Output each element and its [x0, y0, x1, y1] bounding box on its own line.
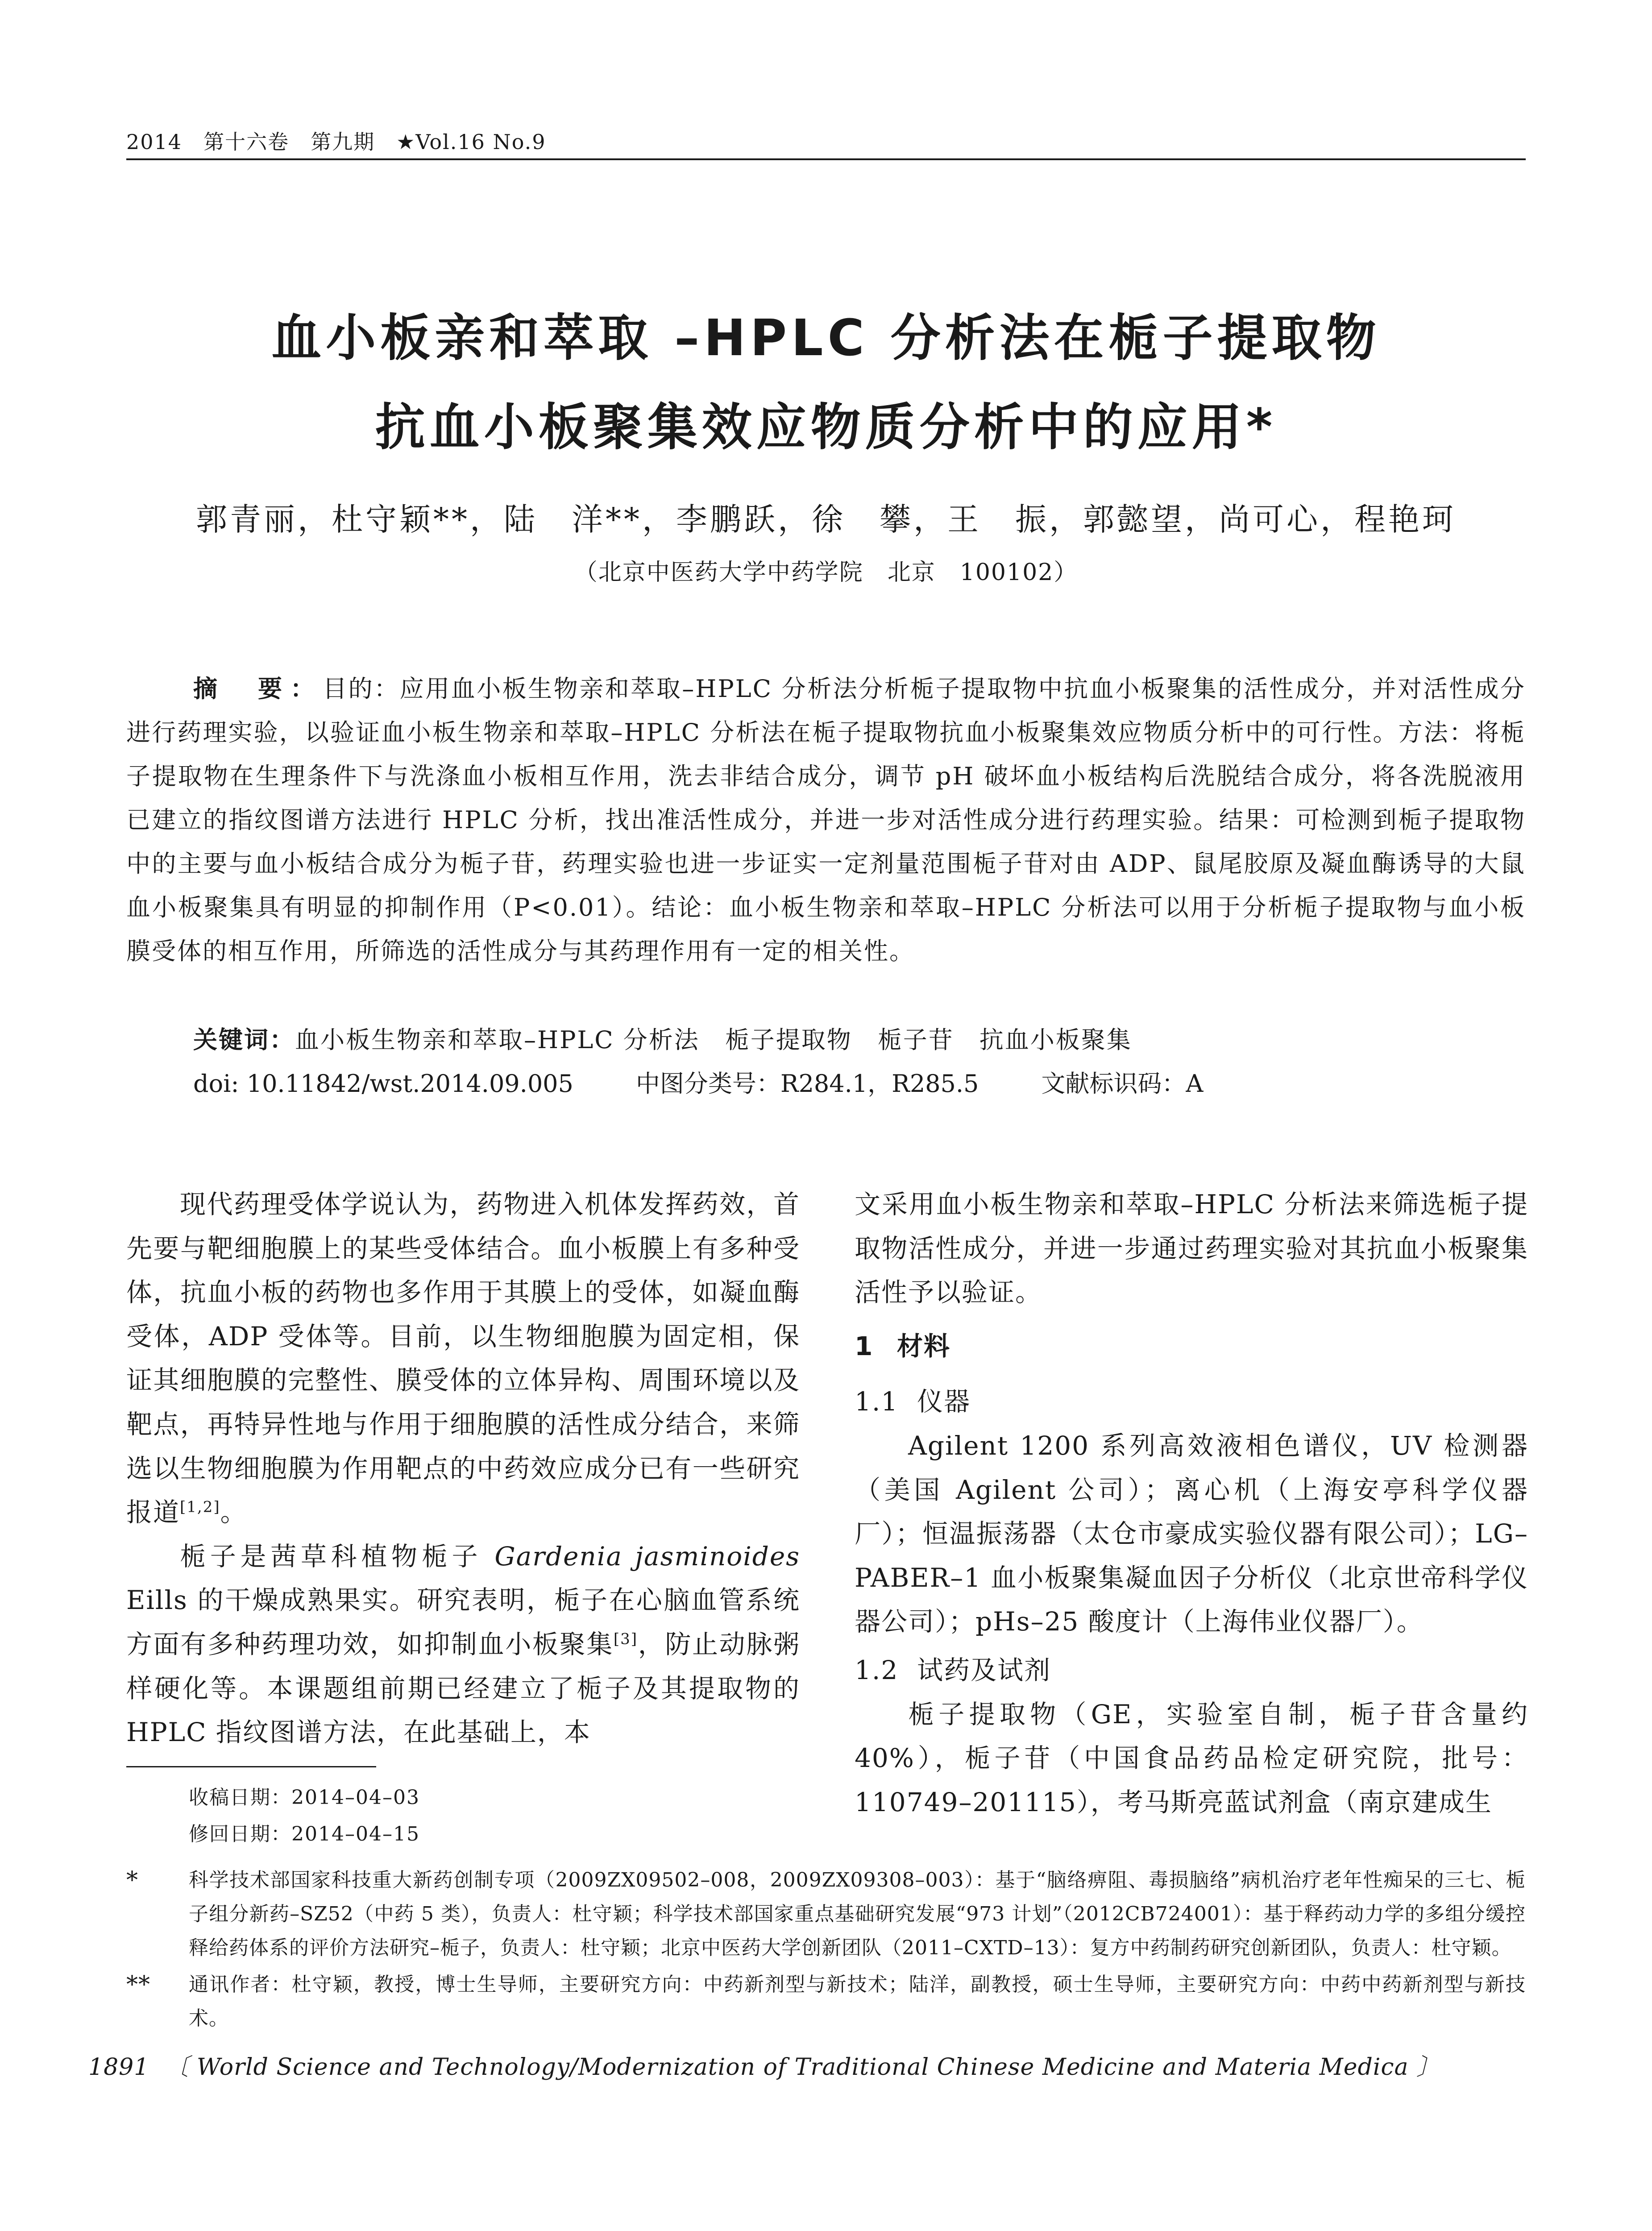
header-rule [126, 158, 1526, 160]
keywords-label: 关键词： [193, 1026, 295, 1054]
received-date: 收稿日期：2014–04–03 [189, 1786, 420, 1809]
body-right-column [855, 1182, 1528, 1824]
running-head-year: 2014 [126, 130, 183, 154]
paragraph-gardenia: 栀子是茜草科植物栀子 Gardenia jasminoides Eills 的干燥成熟果实。研究表明，栀子在心脑血管系统方面有多种药理功效，如抑制血小板聚集[3]，防止动脉粥样硬化等。本课题组前期已经建立了栀子及其提取物的 HPLC 指纹图谱方法，在此基础上，本 [126, 1541, 800, 1748]
species-name: Gardenia jasminoides [494, 1541, 800, 1572]
doi-line [193, 1065, 1266, 1099]
page-footer [88, 2048, 1440, 2082]
running-head-issue: 第九期 [311, 130, 375, 154]
funding-note [126, 1863, 1526, 1965]
document-code: 文献标识码：A [1041, 1070, 1204, 1098]
keywords [193, 1021, 1132, 1055]
paragraph-receptor-theory: 现代药理受体学说认为，药物进入机体发挥药效，首先要与靶细胞膜上的某些受体结合。血小板膜上有多种受体，抗血小板的药物也多作用于其膜上的受体，如凝血酶受体，ADP 受体等。目前，以生物细胞膜为固定相，保证其细胞膜的完整性、膜受体的立体异构、周围环境以及靶点，再特异性地与作用于细胞膜的活性成分结合，来筛选以生物细胞膜为作用靶点的中药效应成分已有一些研究报道[1,2]。 [126, 1189, 800, 1528]
abstract-label: 摘 要： [193, 675, 323, 703]
article-dates [189, 1779, 420, 1853]
funding-note-mark: * [126, 1867, 138, 1894]
correspondence-note-mark: ** [126, 1971, 150, 1998]
running-head-volume: 第十六卷 [203, 130, 290, 154]
citation-3: [3] [613, 1630, 638, 1648]
abstract [126, 667, 1526, 973]
page-number: 1891 [88, 2054, 149, 2081]
title-line-2: 抗血小板聚集效应物质分析中的应用* [375, 398, 1277, 456]
abstract-text: 目的：应用血小板生物亲和萃取–HPLC 分析法分析栀子提取物中抗血小板聚集的活性成分，并对活性成分进行药理实验，以验证血小板生物亲和萃取–HPLC 分析法在栀子提取物抗血小板聚集效应物质分析中的可行性。方法：将栀子提取物在生理条件下与洗涤血小板相互作用，洗去非结合成分，调节 pH 破坏血小板结构后洗脱结合成分，将各洗脱液用已建立的指纹图谱方法进行 HPLC 分析，找出准活性成分，并进一步对活性成分进行药理实验。结果：可检测到栀子提取物中的主要与血小板结合成分为栀子苷，药理实验也进一步证实一定剂量范围栀子苷对由 ADP、鼠尾胶原及凝血酶诱导的大鼠血小板聚集具有明显的抑制作用（P<0.01）。结论：血小板生物亲和萃取–HPLC 分析法可以用于分析栀子提取物与血小板膜受体的相互作用，所筛选的活性成分与其药理作用有一定的相关性。 [126, 675, 1526, 965]
citation-1-2: [1,2] [180, 1498, 220, 1516]
footnote-rule [126, 1766, 376, 1767]
affiliation: （北京中医药大学中药学院 北京 100102） [574, 559, 1078, 586]
keywords-text: 血小板生物亲和萃取–HPLC 分析法 栀子提取物 栀子苷 抗血小板聚集 [295, 1026, 1132, 1054]
correspondence-note [126, 1968, 1526, 2036]
doi: doi: 10.11842/wst.2014.09.005 [193, 1070, 573, 1098]
funding-note-text: 科学技术部国家科技重大新药创制专项（2009ZX09502–008，2009ZX09308–003）：基于“脑络痹阻、毒损脑络”病机治疗老年性痴呆的三七、栀子组分新药–SZ52（中药 5 类），负责人：杜守颖；科学技术部国家重点基础研究发展“973 计划”（2012CB724001）：基于释药动力学的多组分缓控释给药体系的评价方法研究–栀子，负责人：杜守颖；北京中医药大学创新团队（2011–CXTD–13）：复方中药制药研究创新团队，负责人：杜守颖。 [189, 1869, 1526, 1959]
correspondence-note-text: 通讯作者：杜守颖，教授，博士生导师，主要研究方向：中药新剂型与新技术；陆洋，副教授，硕士生导师，主要研究方向：中药中药新剂型与新技术。 [189, 1973, 1526, 2030]
section-heading-instruments: 1.1 仪器 [855, 1386, 971, 1417]
section-heading-materials: 1 材料 [855, 1331, 951, 1361]
title-line-1: 血小板亲和萃取 –HPLC 分析法在栀子提取物 [271, 309, 1381, 367]
paragraph-instruments: Agilent 1200 系列高效液相色谱仪，UV 检测器（美国 Agilent 公司）；离心机（上海安亭科学仪器厂）；恒温振荡器（太仓市豪成实验仪器有限公司）；LG–PABER–1 血小板聚集凝血因子分析仪（北京世帝科学仪器公司）；pHs–25 酸度计（上海伟业仪器厂）。 [855, 1430, 1528, 1637]
section-heading-reagents: 1.2 试药及试剂 [855, 1655, 1051, 1685]
paragraph-reagents: 栀子提取物（GE，实验室自制，栀子苷含量约 40%），栀子苷（中国食品药品检定研究院，批号：110749–201115），考马斯亮蓝试剂盒（南京建成生 [855, 1699, 1528, 1817]
running-head-volume-en: ★Vol.16 No.9 [396, 130, 546, 154]
journal-name: 〔 World Science and Technology/Modernization of Traditional Chinese Medicine and Materia Medica 〕 [165, 2054, 1440, 2081]
author-list: 郭青丽，杜守颖**，陆 洋**，李鹏跃，徐 攀，王 振，郭懿望，尚可心，程艳珂 [196, 501, 1456, 538]
running-head [126, 126, 546, 155]
revised-date: 修回日期：2014–04–15 [189, 1823, 420, 1845]
paragraph-continuation: 文采用血小板生物亲和萃取–HPLC 分析法来筛选栀子提取物活性成分，并进一步通过药理实验对其抗血小板聚集活性予以验证。 [855, 1189, 1528, 1308]
body-left-column [126, 1182, 800, 1754]
clc-number: 中图分类号：R284.1，R285.5 [635, 1070, 979, 1098]
